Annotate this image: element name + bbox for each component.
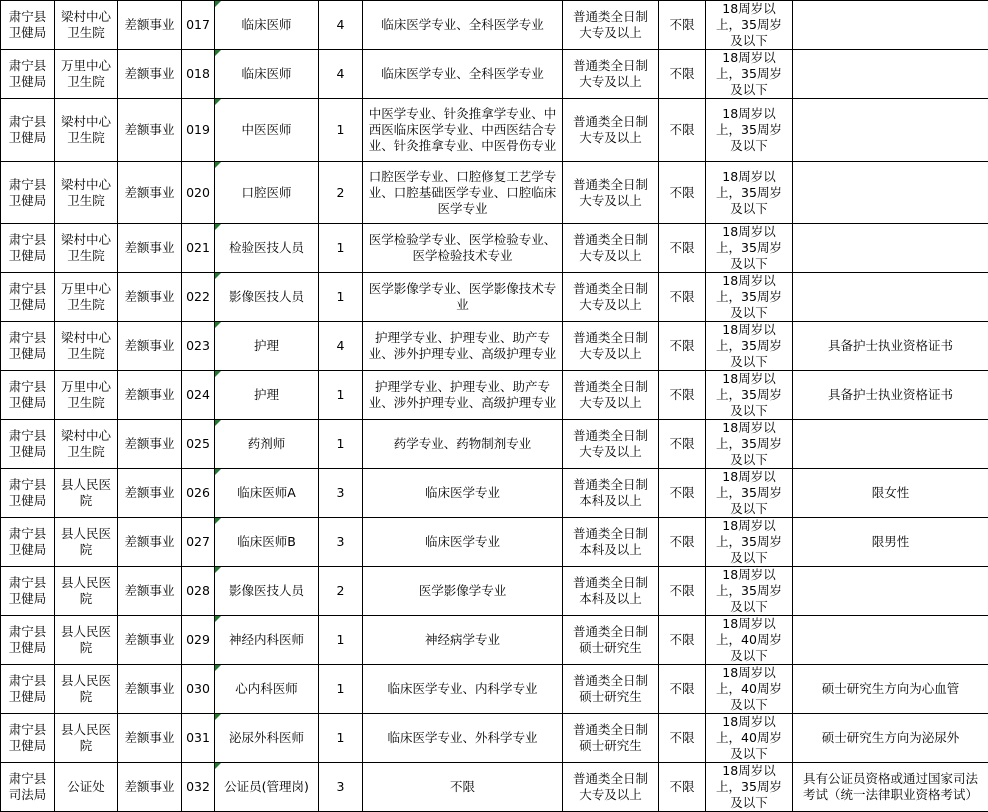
unit-cell: 万里中心卫生院 xyxy=(55,371,118,420)
headcount-cell: 1 xyxy=(319,371,363,420)
position-code-cell: 032 xyxy=(182,763,215,812)
headcount-cell: 4 xyxy=(319,1,363,50)
political-cell: 不限 xyxy=(659,273,706,322)
unit-cell: 县人民医院 xyxy=(55,518,118,567)
position-name-cell: 药剂师 xyxy=(215,420,319,469)
headcount-cell: 1 xyxy=(319,224,363,273)
unit-type-cell: 差额事业 xyxy=(118,420,182,469)
position-name-cell: 影像医技人员 xyxy=(215,273,319,322)
position-code-cell: 026 xyxy=(182,469,215,518)
unit-cell: 县人民医院 xyxy=(55,665,118,714)
position-name-cell: 泌尿外科医师 xyxy=(215,714,319,763)
age-cell: 18周岁以上，40周岁及以下 xyxy=(706,714,793,763)
unit-cell: 梁村中心卫生院 xyxy=(55,420,118,469)
table-row xyxy=(1,371,988,420)
unit-cell: 梁村中心卫生院 xyxy=(55,224,118,273)
headcount-cell: 3 xyxy=(319,763,363,812)
agency-cell: 肃宁县卫健局 xyxy=(1,616,55,665)
political-cell: 不限 xyxy=(659,224,706,273)
headcount-cell: 3 xyxy=(319,518,363,567)
unit-type-cell: 差额事业 xyxy=(118,371,182,420)
age-cell: 18周岁以上，35周岁及以下 xyxy=(706,469,793,518)
age-cell: 18周岁以上，35周岁及以下 xyxy=(706,1,793,50)
major-cell: 中医学专业、针灸推拿学专业、中西医临床医学专业、中西医结合专业、针灸推拿专业、中医骨伤专业 xyxy=(363,99,563,162)
unit-cell: 县人民医院 xyxy=(55,469,118,518)
position-code-cell: 030 xyxy=(182,665,215,714)
unit-type-cell: 差额事业 xyxy=(118,616,182,665)
position-name-cell: 临床医师 xyxy=(215,50,319,99)
position-name-cell: 中医医师 xyxy=(215,99,319,162)
unit-type-cell: 差额事业 xyxy=(118,1,182,50)
position-name-cell: 神经内科医师 xyxy=(215,616,319,665)
unit-type-cell: 差额事业 xyxy=(118,469,182,518)
other-requirements-cell xyxy=(793,1,988,50)
unit-type-cell: 差额事业 xyxy=(118,273,182,322)
other-requirements-cell xyxy=(793,567,988,616)
age-cell: 18周岁以上，40周岁及以下 xyxy=(706,616,793,665)
agency-cell: 肃宁县卫健局 xyxy=(1,224,55,273)
political-cell: 不限 xyxy=(659,567,706,616)
political-cell: 不限 xyxy=(659,371,706,420)
major-cell: 护理学专业、护理专业、助产专业、涉外护理专业、高级护理专业 xyxy=(363,322,563,371)
unit-cell: 梁村中心卫生院 xyxy=(55,99,118,162)
agency-cell: 肃宁县卫健局 xyxy=(1,567,55,616)
unit-cell: 县人民医院 xyxy=(55,567,118,616)
position-name-cell: 临床医师B xyxy=(215,518,319,567)
political-cell: 不限 xyxy=(659,322,706,371)
major-cell: 护理学专业、护理专业、助产专业、涉外护理专业、高级护理专业 xyxy=(363,371,563,420)
agency-cell: 肃宁县卫健局 xyxy=(1,50,55,99)
position-name-cell: 影像医技人员 xyxy=(215,567,319,616)
table-row xyxy=(1,714,988,763)
agency-cell: 肃宁县卫健局 xyxy=(1,162,55,224)
education-cell: 普通类全日制大专及以上 xyxy=(563,273,659,322)
position-code-cell: 028 xyxy=(182,567,215,616)
position-code-cell: 031 xyxy=(182,714,215,763)
political-cell: 不限 xyxy=(659,162,706,224)
position-name-cell: 护理 xyxy=(215,371,319,420)
agency-cell: 肃宁县卫健局 xyxy=(1,665,55,714)
major-cell: 临床医学专业、内科学专业 xyxy=(363,665,563,714)
age-cell: 18周岁以上，35周岁及以下 xyxy=(706,567,793,616)
position-name-cell: 临床医师 xyxy=(215,1,319,50)
table-row xyxy=(1,1,988,50)
headcount-cell: 1 xyxy=(319,616,363,665)
major-cell: 医学影像学专业、医学影像技术专业 xyxy=(363,273,563,322)
headcount-cell: 4 xyxy=(319,322,363,371)
table-row xyxy=(1,420,988,469)
political-cell: 不限 xyxy=(659,518,706,567)
major-cell: 医学影像学专业 xyxy=(363,567,563,616)
political-cell: 不限 xyxy=(659,665,706,714)
other-requirements-cell xyxy=(793,50,988,99)
table-row xyxy=(1,763,988,812)
education-cell: 普通类全日制大专及以上 xyxy=(563,763,659,812)
unit-type-cell: 差额事业 xyxy=(118,763,182,812)
major-cell: 临床医学专业 xyxy=(363,518,563,567)
education-cell: 普通类全日制硕士研究生 xyxy=(563,665,659,714)
major-cell: 口腔医学专业、口腔修复工艺学专业、口腔基础医学专业、口腔临床医学专业 xyxy=(363,162,563,224)
major-cell: 临床医学专业、全科医学专业 xyxy=(363,1,563,50)
table-row xyxy=(1,322,988,371)
other-requirements-cell: 限女性 xyxy=(793,469,988,518)
table-row xyxy=(1,273,988,322)
table-row xyxy=(1,224,988,273)
education-cell: 普通类全日制大专及以上 xyxy=(563,1,659,50)
other-requirements-cell: 具备护士执业资格证书 xyxy=(793,322,988,371)
agency-cell: 肃宁县卫健局 xyxy=(1,469,55,518)
unit-cell: 梁村中心卫生院 xyxy=(55,1,118,50)
major-cell: 神经病学专业 xyxy=(363,616,563,665)
headcount-cell: 2 xyxy=(319,567,363,616)
agency-cell: 肃宁县卫健局 xyxy=(1,714,55,763)
table-row xyxy=(1,616,988,665)
table-row xyxy=(1,567,988,616)
table-body xyxy=(1,1,988,812)
education-cell: 普通类全日制大专及以上 xyxy=(563,371,659,420)
table-row xyxy=(1,469,988,518)
other-requirements-cell: 具有公证员资格或通过国家司法考试（统一法律职业资格考试） xyxy=(793,763,988,812)
unit-cell: 县人民医院 xyxy=(55,616,118,665)
headcount-cell: 1 xyxy=(319,273,363,322)
position-code-cell: 019 xyxy=(182,99,215,162)
agency-cell: 肃宁县卫健局 xyxy=(1,322,55,371)
education-cell: 普通类全日制大专及以上 xyxy=(563,224,659,273)
age-cell: 18周岁以上，35周岁及以下 xyxy=(706,50,793,99)
age-cell: 18周岁以上，35周岁及以下 xyxy=(706,420,793,469)
agency-cell: 肃宁县卫健局 xyxy=(1,371,55,420)
education-cell: 普通类全日制大专及以上 xyxy=(563,162,659,224)
unit-cell: 梁村中心卫生院 xyxy=(55,322,118,371)
political-cell: 不限 xyxy=(659,763,706,812)
other-requirements-cell: 硕士研究生方向为泌尿外 xyxy=(793,714,988,763)
headcount-cell: 3 xyxy=(319,469,363,518)
education-cell: 普通类全日制硕士研究生 xyxy=(563,714,659,763)
headcount-cell: 2 xyxy=(319,162,363,224)
other-requirements-cell: 限男性 xyxy=(793,518,988,567)
position-code-cell: 029 xyxy=(182,616,215,665)
other-requirements-cell xyxy=(793,273,988,322)
other-requirements-cell xyxy=(793,162,988,224)
position-code-cell: 017 xyxy=(182,1,215,50)
major-cell: 不限 xyxy=(363,763,563,812)
unit-type-cell: 差额事业 xyxy=(118,714,182,763)
agency-cell: 肃宁县卫健局 xyxy=(1,420,55,469)
unit-type-cell: 差额事业 xyxy=(118,665,182,714)
position-code-cell: 021 xyxy=(182,224,215,273)
political-cell: 不限 xyxy=(659,616,706,665)
position-code-cell: 024 xyxy=(182,371,215,420)
position-code-cell: 020 xyxy=(182,162,215,224)
position-name-cell: 心内科医师 xyxy=(215,665,319,714)
other-requirements-cell xyxy=(793,420,988,469)
age-cell: 18周岁以上，35周岁及以下 xyxy=(706,99,793,162)
unit-type-cell: 差额事业 xyxy=(118,567,182,616)
headcount-cell: 1 xyxy=(319,665,363,714)
political-cell: 不限 xyxy=(659,469,706,518)
political-cell: 不限 xyxy=(659,714,706,763)
position-code-cell: 023 xyxy=(182,322,215,371)
age-cell: 18周岁以上，35周岁及以下 xyxy=(706,224,793,273)
table-row xyxy=(1,518,988,567)
unit-type-cell: 差额事业 xyxy=(118,162,182,224)
education-cell: 普通类全日制本科及以上 xyxy=(563,518,659,567)
education-cell: 普通类全日制本科及以上 xyxy=(563,469,659,518)
education-cell: 普通类全日制大专及以上 xyxy=(563,322,659,371)
agency-cell: 肃宁县卫健局 xyxy=(1,518,55,567)
age-cell: 18周岁以上，35周岁及以下 xyxy=(706,371,793,420)
table-row xyxy=(1,665,988,714)
political-cell: 不限 xyxy=(659,50,706,99)
table-row xyxy=(1,162,988,224)
other-requirements-cell xyxy=(793,99,988,162)
age-cell: 18周岁以上，35周岁及以下 xyxy=(706,162,793,224)
other-requirements-cell xyxy=(793,224,988,273)
unit-cell: 梁村中心卫生院 xyxy=(55,162,118,224)
unit-cell: 万里中心卫生院 xyxy=(55,273,118,322)
political-cell: 不限 xyxy=(659,1,706,50)
major-cell: 医学检验学专业、医学检验专业、医学检验技术专业 xyxy=(363,224,563,273)
position-name-cell: 口腔医师 xyxy=(215,162,319,224)
table-row xyxy=(1,99,988,162)
political-cell: 不限 xyxy=(659,420,706,469)
position-code-cell: 027 xyxy=(182,518,215,567)
education-cell: 普通类全日制硕士研究生 xyxy=(563,616,659,665)
other-requirements-cell: 具备护士执业资格证书 xyxy=(793,371,988,420)
unit-type-cell: 差额事业 xyxy=(118,224,182,273)
unit-cell: 公证处 xyxy=(55,763,118,812)
unit-type-cell: 差额事业 xyxy=(118,322,182,371)
education-cell: 普通类全日制大专及以上 xyxy=(563,99,659,162)
headcount-cell: 4 xyxy=(319,50,363,99)
position-name-cell: 护理 xyxy=(215,322,319,371)
unit-type-cell: 差额事业 xyxy=(118,50,182,99)
age-cell: 18周岁以上，40周岁及以下 xyxy=(706,665,793,714)
position-code-cell: 022 xyxy=(182,273,215,322)
unit-type-cell: 差额事业 xyxy=(118,99,182,162)
agency-cell: 肃宁县卫健局 xyxy=(1,99,55,162)
headcount-cell: 1 xyxy=(319,714,363,763)
other-requirements-cell xyxy=(793,616,988,665)
unit-cell: 万里中心卫生院 xyxy=(55,50,118,99)
unit-cell: 县人民医院 xyxy=(55,714,118,763)
education-cell: 普通类全日制本科及以上 xyxy=(563,567,659,616)
political-cell: 不限 xyxy=(659,99,706,162)
education-cell: 普通类全日制大专及以上 xyxy=(563,50,659,99)
age-cell: 18周岁以上，35周岁及以下 xyxy=(706,763,793,812)
position-code-cell: 018 xyxy=(182,50,215,99)
unit-type-cell: 差额事业 xyxy=(118,518,182,567)
age-cell: 18周岁以上，35周岁及以下 xyxy=(706,273,793,322)
major-cell: 药学专业、药物制剂专业 xyxy=(363,420,563,469)
headcount-cell: 1 xyxy=(319,420,363,469)
major-cell: 临床医学专业、外科学专业 xyxy=(363,714,563,763)
major-cell: 临床医学专业 xyxy=(363,469,563,518)
age-cell: 18周岁以上，35周岁及以下 xyxy=(706,518,793,567)
headcount-cell: 1 xyxy=(319,99,363,162)
agency-cell: 肃宁县司法局 xyxy=(1,763,55,812)
position-name-cell: 公证员(管理岗) xyxy=(215,763,319,812)
age-cell: 18周岁以上，35周岁及以下 xyxy=(706,322,793,371)
table-row xyxy=(1,50,988,99)
education-cell: 普通类全日制大专及以上 xyxy=(563,420,659,469)
position-code-cell: 025 xyxy=(182,420,215,469)
position-name-cell: 检验医技人员 xyxy=(215,224,319,273)
other-requirements-cell: 硕士研究生方向为心血管 xyxy=(793,665,988,714)
agency-cell: 肃宁县卫健局 xyxy=(1,273,55,322)
agency-cell: 肃宁县卫健局 xyxy=(1,1,55,50)
major-cell: 临床医学专业、全科医学专业 xyxy=(363,50,563,99)
position-name-cell: 临床医师A xyxy=(215,469,319,518)
